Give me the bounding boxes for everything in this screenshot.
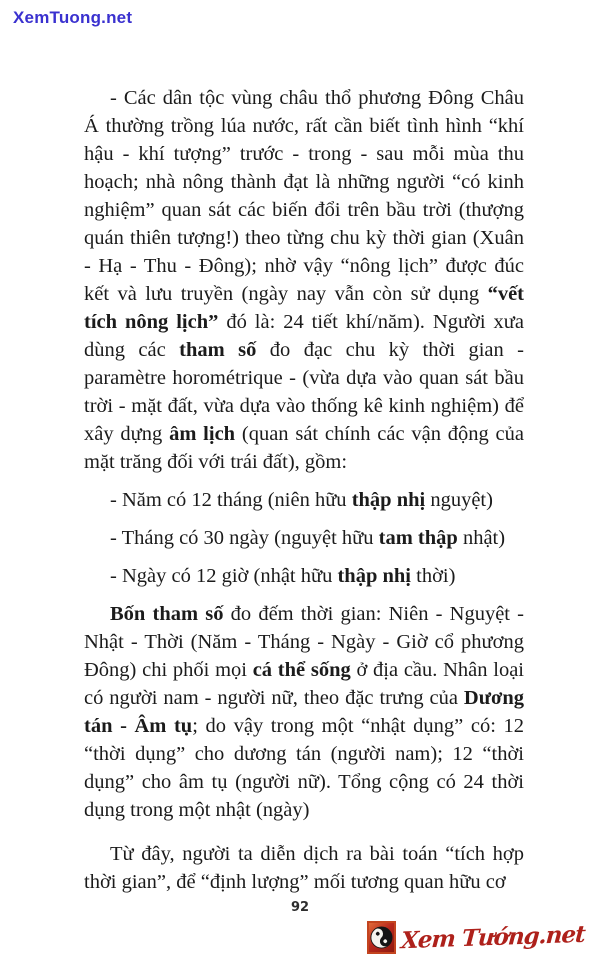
paragraph-time-integration: Từ đây, người ta diễn dịch ra bài toán “tích hợp thời gian”, để “định lượng” mối tương quan hữu cơ: [84, 843, 524, 893]
page-number: 92: [290, 900, 310, 915]
list-item-day-hours: - Ngày có 12 giờ (nhật hữu thập nhị thời): [110, 565, 456, 587]
list-item-month-days: - Tháng có 30 ngày (nguyệt hữu tam thập nhật): [110, 527, 506, 549]
paragraph-four-parameters: Bốn tham số đo đếm thời gian: Niên - Nguyệt - Nhật - Thời (Năm - Tháng - Ngày - Giờ cổ phương Đông) chi phối mọi cá thể sống ở địa cầu. Nhân loại có người nam - người nữ, theo đặc trưng của Dương tán - Âm tụ; do vậy trong một “nhật dụng” có: 12 “thời dụng” cho dương tán (người nam); 12 “thời dụng” cho âm tụ (người nữ). Tổng cộng có 24 thời dụng trong một nhật (ngày): [84, 603, 525, 821]
list-item-year-months: - Năm có 12 tháng (niên hữu thập nhị nguyệt): [110, 489, 493, 511]
page-text-block: [84, 84, 524, 896]
logo-script-text: Xem Tướng.net: [400, 920, 586, 955]
publisher-logo[interactable]: [367, 921, 585, 954]
yinyang-icon: [367, 921, 396, 954]
paragraph-lunar-calendar-intro: - Các dân tộc vùng châu thổ phương Đông Châu Á thường trồng lúa nước, rất cần biết tình hình “khí hậu - khí tượng” trước - trong - sau mỗi mùa thu hoạch; nhà nông thành đạt là những người “có kinh nghiệm” quan sát các biến đổi trên bầu trời (thượng quán thiên tượng!) theo từng chu kỳ thời gian (Xuân - Hạ - Thu - Đông); nhờ vậy “nông lịch” được đúc kết và lưu truyền (ngày nay vẫn còn sử dụng “vết tích nông lịch” đó là: 24 tiết khí/năm). Người xưa dùng các tham số đo đạc chu kỳ thời gian - paramètre horométrique - (vừa dựa vào quan sát bầu trời - mặt đất, vừa dựa vào thống kê kinh nghiệm) để xây dựng âm lịch (quan sát chính các vận động của mặt trăng đối với trái đất), gồm:: [84, 87, 524, 473]
site-watermark-link[interactable]: XemTuong.net: [13, 8, 133, 27]
